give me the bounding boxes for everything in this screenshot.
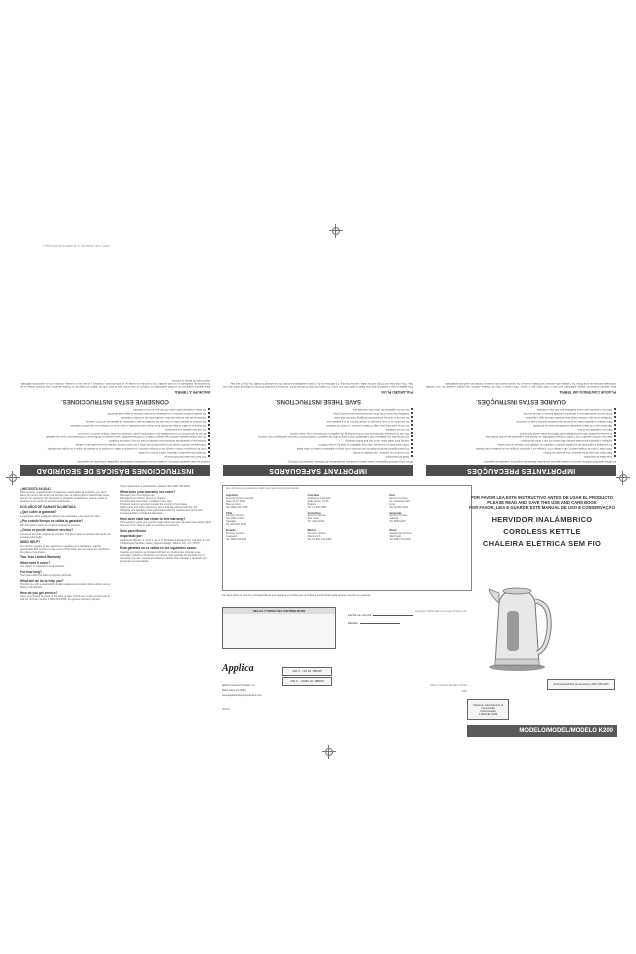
save-instructions: CONSERVE ESTAS INSTRUCCIONES. [61,398,169,405]
paragraph: Applica de México, S. de R.L. de C.V. Presidente Masaryk No. 111 Piso 2, Col. Chapultepec Morales, Deleg. Miguel Hidalgo, México D.F. C.P. 11570 [120,538,211,545]
company-name: Applica Consumer Products, Inc. [222,685,256,687]
model-banner: MODELO/MODEL/MODELO K200 [467,725,617,737]
made-in: Made in People's Republic of China [430,685,467,687]
heading: Sólo para México [120,528,147,533]
save-instructions: GUARDE ESTAS INSTRUÇÕES. [476,398,566,405]
kettle-image [485,579,555,673]
registration-mark-left [6,471,20,485]
list-item: Certifique-se de que a tampa esteja bem fechada antes de ligar o aparelho. [426,416,616,419]
accessories-phone-text: Accessories/Parts (Accesorios) 1-800-738-0245 [553,683,609,686]
warranty-column-1 [20,485,112,725]
heading: What does your warranty not cover? [120,489,176,494]
distributor-seal-box [222,607,336,649]
list-item: To protect against electrical shock do not immerse cord, plugs or appliance in water or other liquid. [223,447,413,450]
directory-entry [389,513,468,528]
list-item: Não use nenhum aparelho com o cabo ou plugue danificado, ou depois que o aparelho apresentar problemas. [426,435,616,438]
entry-lines: Assistência Técnica São Paulo Tel: 0800-704-2020 [389,531,412,541]
list-item: Products that have been modified in any way [120,500,172,503]
list-item: É necessária a supervisão de um adulto quando o aparelho for utilizado por crianças ou perto delas. [426,443,616,446]
read-instructions-es: POR FAVOR LEA ESTE INSTRUCTIVO ANTES DE USAR EL PRODUCTO [470,495,614,500]
service-directory [222,485,472,591]
customer-care-text: Customer Care/Servicio al Consumidor USA/Canadá 1-800-231-9786 [472,704,504,716]
entry-lines: Servicio Técnico Guayaquil Tel: 1800-100-200 [226,531,247,541]
purchase-date-field [348,613,413,617]
print-slug: K200_CSP_MANUAL_A 11/13/08 9:40 AM Page 1 [43,244,110,248]
paragraph: Two years after the date of original purchase. [20,574,72,577]
entry-lines: Servicio Técnico San Pablo 1234 Santiago Tel: 600-600-1234 [226,514,247,527]
directory-entry [308,513,387,528]
paragraph: Para servicio, reparaciones o preguntas relacionadas al producto, por favor llame al número del centro de servicio que se indica para el país donde usted compró su producto. NO devuelva el producto al fabricante. Llame o lleve el producto a un centro de servicio autorizado. [20,491,109,503]
entry-lines: Servicio Técnico Av. Industrial 1125 Lima Tel: 01-511-5101 [389,496,410,509]
safety-header-english: IMPORTANT SAFEGUARDS [223,465,413,476]
safety-column-english [223,230,413,476]
safety-list [426,408,616,458]
note-heading: POLARIZED PLUG [381,390,413,395]
heading: What will we do to help you? [20,578,64,583]
entry-lines: Servicio Técnico Caracas Tel: 0800-2227 [389,514,408,524]
list-item: No deje que el cable cuelgue del borde de la mesa o del mostrador, ni que entre en contacto con superficies calientes. [20,424,210,427]
list-item: Não coloque o aparelho sobre ou perto de queimadores quentes a gás ou elétricos. [426,420,616,423]
paragraph: Por dos años a partir de la fecha original de compra. [20,523,81,527]
heading: ¿Por cuánto tiempo es válida la garantía? [20,519,84,523]
list-item: Não use o aparelho ao ar livre. [426,427,616,430]
country-name: Chile [226,511,233,515]
paragraph: Cuando el producto se hubiese utilizado en condiciones distintas a las normales; cuando el producto no hubiese sido operado de acuerdo con el instructivo de uso; cuando el producto hubiese sido alterado o reparado por personas no autorizadas. [120,550,207,563]
paragraph: This warranty gives you specific legal rights and you may also have other rights that vary from state to state or province to province. [120,521,211,527]
list-item: Close supervision is necessary when any appliance is used by or near children. [223,443,413,446]
model-field [348,621,400,625]
rating-box-220 [282,677,332,686]
title-portuguese: CHALEIRA ELÉTRICA SEM FIO [482,538,602,548]
heading: How do you get service? [20,590,58,595]
directory-entry [226,530,305,542]
company-address: Miami Lakes, FL 33014 [222,690,246,692]
exclusion-list [120,494,212,515]
company-url: www.applicaconsumerproductsinc.com [222,695,262,697]
directory-entry [226,495,305,510]
list-item: Todo aparato eléctrico usado en la presencia de los niños o por ellos mismos requiere la supervisión de un adulto. [20,443,210,446]
heading: Two-Year Limited Warranty [20,555,61,559]
list-item: No use ningún aparato eléctrico que tenga el cable o el enchufe averiado, que presente un problema de funcionamiento o que esté dañado. [20,435,210,438]
paragraph: Provide you with a reasonably similar replacement product that is either new or factory refurbished. [20,583,111,589]
heading: Esta garantía no es válida en los siguientes casos: [120,546,197,550]
directory-entry [308,495,387,510]
list-item: Do not use appliance for other than intended use. [223,408,413,411]
product-code: R09003 [222,709,231,711]
footer-note: Por favor llame al número correspondiente que aparece en la lista que se indica a continuación para obtener servicio en garantía. [222,594,371,597]
title-english: CORDLESS KETTLE [503,526,581,536]
heading: ¿NECESITA AYUDA? [20,486,52,491]
list-item: O uso de acessórios não recomendados pelo fabricante pode causar ferimentos. [426,431,616,434]
directory-entry [308,530,387,542]
list-item: Do not let cord hang over edge of table or counter, or touch hot surfaces. [223,424,413,427]
part-number: K200 [461,691,467,693]
country-name: Perú [389,494,395,497]
warranty-column-2 [120,485,212,725]
service-directory-area [222,485,472,725]
safety-column-portuguese [426,230,616,476]
directory-entry [226,513,305,528]
list-item: Read all instructions. [223,455,413,458]
accessories-phone [547,679,615,690]
customer-care-box [467,699,509,720]
list-item: Be sure lid is securely closed before plugging cord into wall outlet. [223,416,413,419]
cover-panel [467,495,617,745]
list-item: Do not place on or near a hot gas or electric burner, or in a heated oven. [223,420,413,423]
list-item: Damage from commercial use [120,494,155,497]
paragraph: La garantía cubre cualquier defecto de materiales o de mano de obra. [20,514,101,518]
entry-lines: Servicio Técnico Central Calle 22 N° 1234 Buenos Aires Tel: 0800-444-7296 [226,496,254,509]
country-name: Colombia [307,494,320,497]
rating-label: 220 V ~ 50/60 Hz 1850W [290,679,324,683]
list-item: Do not use outdoors. [223,427,413,430]
list-item: Scalding may occur if the lid is removed during the brewing cycles. [223,412,413,415]
entry-lines: Servicio Técnico México D.F. Tel: 01-800-714-2499 [307,531,332,541]
paragraph: For service, repairs or any questions regarding your appliance, call the appropriate 800 number on the cover of this book. Do not return the product to the place of purchase. [20,544,110,554]
heading: What does it cover? [20,560,51,565]
country-name: Venezuela [389,511,402,515]
paragraph: Save your receipt as proof of the date of sale. Check our on-line service site or call our toll-free number 1-800-231-9786, for general warranty service. [20,595,111,601]
heading: DOS AÑOS DE GARANTÍA LIMITADA [20,504,76,509]
note-heading: ENCHUFE A TIERRA [174,390,210,395]
directory-entry [389,495,468,510]
list-item: Glass parts and other accessory items that are packed with the unit [120,506,198,509]
list-item: Se pueden producir lesiones si se destapa el hervidor mientras el agua está hirviendo. [20,412,210,415]
paragraph: Any defect in material or workmanship. [20,565,65,568]
safety-intro: Ao utilizar aparelhos elétricos, devem-se seguir algumas precauções básicas de segurança, incluindo as seguintes: [483,460,616,463]
country-name: Argentina [226,494,238,497]
list-item: Do not operate any appliance with a damaged cord or plug or after the appliance malfunctions or has been damaged in any manner. [223,435,413,438]
list-item: Pode ocorrer queimadura se a tampa for removida durante o ciclo de fervura. [426,412,616,415]
entry-lines: Applica de Colombia Calle 36 No. 72-25 Bogotá Tel: 01-800-0946 [307,496,331,509]
registration-mark-bottom-center [322,745,336,759]
list-item: Desligue o aparelho da tomada quando não estiver em uso e antes de limpá-lo. [426,439,616,442]
list-item: Cerciórese de que la tapa esté bien cerrada antes de encender el aparato. [20,416,210,419]
note-text: This appliance has a polarized plug (one blade is wider than the other). To reduce the risk of electric shock, this plug is intended to fit into a polarized outlet only one way. If the plug does not fit fully into the outlet, reverse the plug. If it still does not fit, contact a qualified electrician. Do not attempt to modify the plug in any way. [223,381,413,389]
heading: ¿Qué cubre la garantía? [20,510,57,514]
country-name: Brasil [389,529,397,533]
list-item: Products used or serviced outside the country of purchase [120,503,187,506]
title-spanish: HERVIDOR INALÁMBRICO [491,514,593,524]
note-text: Este aparato cuenta con un enchufe polarizado (un contacto es más ancho que el otro). A fin de reducir el riesgo de un choque eléctrico, este enchufe encaja en un tomacorriente polarizado en un solo sentido. Si el enchufe no encaja en el tomacorriente, inviértalo y si aun así no encaja, consulte con un electricista calificado. Nunca trate de alterar el enchufe. [20,378,210,389]
heading: Importado por: [120,534,143,538]
country-name: México [307,529,317,533]
entry-lines: Servicio Técnico San José Tel: 2222-3344 [307,514,326,524]
note-text: Este aparelho possui um plugue polarizado (um pino é mais largo que o outro). Para reduzir o risco de choque elétrico, este plugue encaixa em uma tomada polarizada somente de uma forma. Se o plugue não encaixar na tomada, inverta-o. Se mesmo assim não encaixar, contate um eletricista qualificado. [426,381,616,389]
read-instructions-en: PLEASE READ AND SAVE THIS USE AND CARE BOOK [487,500,597,506]
brand-logo: Applica [222,663,254,674]
paragraph: If you need parts or accessories, please call 1-800-738-0245. [120,485,191,488]
list-item: No toque las superficies calientes. Utilice el asa o la perilla. [20,451,210,454]
rating-label: 120 V ~ 60 Hz 1500W [292,669,322,673]
top-panel-rotated [20,230,616,476]
directory-entry [389,530,468,542]
seal-label: SELLO Y FIRMA DEL DISTRIBUIDOR [223,608,335,614]
paragraph: Conserve el recibo original de compra. Por favor llame al número del centro de servicio autorizado. [20,532,111,539]
copyright: Copyright © 2008 Applica Consumer Products, Inc. [415,611,467,613]
note-heading: PLUGUE CONTENDO UM TERRA [559,390,616,395]
list-item: Do not touch hot surfaces. Use handles or knobs. [223,451,413,454]
list-item: No coloque el aparato sobre ni cerca de las hornillas de gas o eléctricas, ni adentro de un horno caliente. [20,420,210,423]
list-item: Para evitar o risco de choque elétrico, não coloque o fio, o plugue ou o aparelho na água ou em qualquer outro líquido. [426,447,616,450]
country-name: Costa Rica [307,511,321,515]
safety-list [223,408,413,458]
list-item: Não use o aparelho para outra finalidade que não seja a indicada. [426,408,616,411]
safety-header-spanish: INSTRUCCIONES BÁSICAS DE SEGURIDAD [20,465,210,476]
list-item: No use este aparato a la intemperie. [20,427,210,430]
list-item: Por favor lea todas las instrucciones. [20,455,210,458]
safety-column-spanish [20,230,210,476]
rating-box-120 [282,667,332,676]
model-label: Modelo [348,621,358,625]
save-instructions: SAVE THESE INSTRUCTIONS. [275,398,361,405]
safety-list [20,408,210,458]
read-instructions-pt: POR FAVOR, LEIA E GUARDE ESTE MANUAL DE USO E CONSERVAÇÃO [469,505,615,511]
heading: ¿Cómo se puede obtener servicio? [20,528,74,532]
list-item: The use of accessory attachments not recommended by the appliance manufacturer may cause injuries. [223,431,413,434]
list-item: Unplug from outlet when not in use and before cleaning. [223,439,413,442]
heading: How does state law relate to this warranty? [120,516,186,521]
heading: NEED HELP? [20,540,41,544]
country-name: Ecuador [226,529,237,533]
list-item: A fin de protegerse contra el riesgo de un choque eléctrico, no sumerja el cable, el enchufe ni el aparato en agua ni en ningún otro líquido. [20,447,210,450]
list-item: El uso de accesorios no recomendados por el fabricante puede ocasionar incendio, choque eléctrico o lesiones. [20,431,210,434]
list-item: Shipping and handling costs associated with the replacement of the unit [120,509,203,512]
list-item: Não toque nas superfícies quentes. Use as alças ou botões. [426,451,616,454]
heading: For how long? [20,569,42,574]
purchase-date-label: Fecha de compra [348,613,372,617]
list-item: Consequential or incidental damages [120,512,163,515]
directory-header: Este documento de garantía es válido para todos los productos listados. [226,488,300,490]
list-item: Não deixe que o fio fique pendurado na borda da mesa ou do balcão. [426,424,616,427]
safety-intro: When using electrical appliances, basic safety precautions should always be followed, including the following: [287,460,413,463]
list-item: Desconecte el aparato del tomacorriente cuando no esté en uso y antes de limpiarlo. [20,439,210,442]
safety-intro: Cuando se usan aparatos eléctricos, se deben tomar precauciones básicas de seguridad, incluyendo las siguientes: [76,460,210,463]
list-item: No utilice el aparato para ningún otro fin que no sea el indicado. [20,408,210,411]
list-item: Leia todas as instruções. [426,455,616,458]
directory-grid [223,492,471,545]
registration-mark-right [616,471,630,485]
safety-header-portuguese: IMPORTANTES PRECAUÇÕES [426,465,616,476]
list-item: Damage from misuse, abuse or neglect [120,497,166,500]
